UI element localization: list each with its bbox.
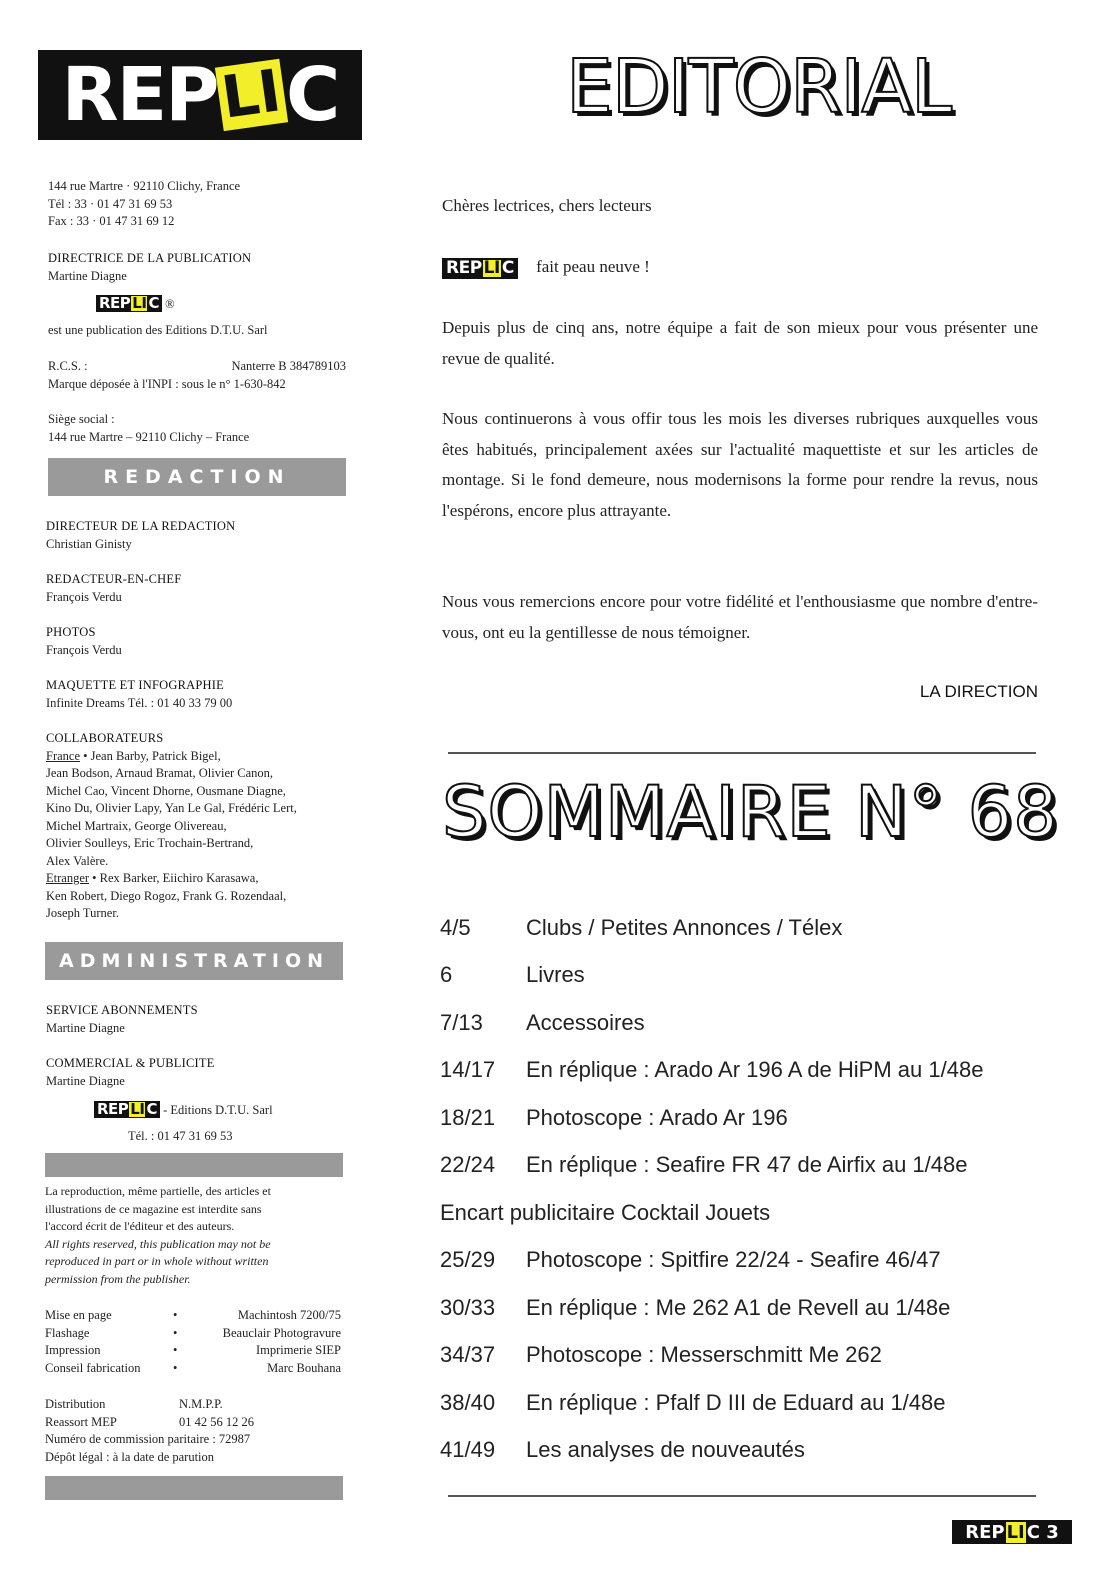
toc-item: 4/5 Clubs / Petites Annonces / Télex bbox=[440, 914, 843, 940]
redaction-header: REDACTION bbox=[48, 458, 346, 496]
replic-mini-logo: REP LI C bbox=[96, 295, 162, 312]
distribution-block: Distribution N.M.P.P. Reassort MEP 01 42 56 12 26 Numéro de commission paritaire : 72987 Dépôt légal : à la date de parution bbox=[45, 1397, 254, 1464]
toc-item: 41/49 Les analyses de nouveautés bbox=[440, 1437, 805, 1463]
section-rule bbox=[448, 752, 1036, 754]
toc-item: 6 Livres bbox=[440, 962, 585, 988]
toc-item: 30/33 En réplique : Me 262 A1 de Revell au 1/48e bbox=[440, 1294, 951, 1320]
toc-item: 22/24 En réplique : Seafire FR 47 de Airfix au 1/48e bbox=[440, 1152, 968, 1178]
siege-block: Siège social : 144 rue Martre – 92110 Clichy – France bbox=[48, 412, 250, 444]
production-block: Mise en page • Machintosh 7200/75 Flashage • Beauclair Photogravure Impression • Imprimerie SIEP Conseil fabrication • Marc Bouhana bbox=[45, 1308, 341, 1375]
editorial-signature: LA DIRECTION bbox=[919, 682, 1038, 701]
publisher-logo-line: REP LI C ® bbox=[96, 295, 175, 314]
toc-item: 7/13 Accessoires bbox=[440, 1009, 645, 1035]
editorial-news: REP LI C fait peau neuve ! bbox=[442, 252, 1038, 283]
administration-header: ADMINISTRATION bbox=[45, 942, 343, 980]
editorial-paragraph-3: Nous vous remercions encore pour votre fidélité et l'enthousiasme que nombre d'entre-vous, ont eu la gentillesse de nous témoigner. bbox=[442, 592, 1038, 642]
redaction-block: DIRECTEUR DE LA REDACTION Christian Ginisty REDACTEUR-EN-CHEF François Verdu PHOTOS François Verdu MAQUETTE ET INFOGRAPHIE Infinite Dreams Tél. : 01 40 33 79 00 COLLABORATEURS France • Jean Barby, Patrick Bigel, Jean Bodson, Arnaud Bramat, Olivier Canon, Michel Cao, Vincent Dhorne, Ousmane Diagne, Kino Du, Olivier Lapy, Yan Le Gal, Frédéric Lert, Michel Martraix, George Olivereau, Olivier Soulleys, Eric Trochain-Bertrand, Alex Valère. Etranger • Rex Barker, Eiichiro Karasawa, Ken Robert, Diego Rogoz, Frank G. Rozendaal, Joseph Turner. bbox=[46, 519, 297, 920]
editorial-paragraph-1: Depuis plus de cinq ans, notre équipe a fait de son mieux pour vous présenter une revue de qualité. bbox=[442, 318, 1038, 368]
editorial-greeting: Chères lectrices, chers lecteurs bbox=[442, 196, 652, 215]
editorial-paragraph-2: Nous continuerons à vous offir tous les mois les diverses rubriques auxquelles vous êtes habitués, principalement axées sur l'actualité maquettiste et sur les articles de montage. Si le fond demeure, nous modernisons la forme pour rendre la revus, nous l'espérons, encore plus attrayante. bbox=[442, 409, 1038, 520]
page-number: 3 bbox=[1046, 1521, 1059, 1543]
replic-mini-logo: REP LI C bbox=[94, 1101, 160, 1118]
toc-item: 34/37 Photoscope : Messerschmitt Me 262 bbox=[440, 1342, 882, 1368]
toc-item: 18/21 Photoscope : Arado Ar 196 bbox=[440, 1104, 788, 1130]
toc-item: 14/17 En réplique : Arado Ar 196 A de HiPM au 1/48e bbox=[440, 1057, 984, 1083]
sommaire-title: SOMMAIRE N° 68 bbox=[442, 771, 1059, 853]
administration-block: SERVICE ABONNEMENTS Martine Diagne COMMERCIAL & PUBLICITE Martine Diagne bbox=[46, 1003, 215, 1088]
rcs-block: R.C.S. : Nanterre B 384789103 Marque déposée à l'INPI : sous le n° 1-630-842 bbox=[48, 359, 346, 391]
company-tel: Tél. : 01 47 31 69 53 bbox=[128, 1129, 233, 1143]
publisher-note: est une publication des Editions D.T.U. Sarl bbox=[48, 323, 268, 337]
company-line: REP LI C - Editions D.T.U. Sarl bbox=[94, 1101, 273, 1120]
replic-mini-logo: REP LI C bbox=[442, 258, 518, 279]
directrice-block: DIRECTRICE DE LA PUBLICATION Martine Diagne bbox=[48, 251, 252, 283]
footer-page-logo: REP LI C 3 bbox=[952, 1520, 1072, 1544]
divider-bar bbox=[45, 1153, 343, 1177]
toc-item: 38/40 En réplique : Pfalf D III de Eduard au 1/48e bbox=[440, 1389, 946, 1415]
address-block: 144 rue Martre · 92110 Clichy, France Tél : 33 · 01 47 31 69 53 Fax : 33 · 01 47 31 69 12 bbox=[48, 179, 241, 228]
toc-item: 25/29 Photoscope : Spitfire 22/24 - Seafire 46/47 bbox=[440, 1247, 941, 1273]
editorial-title: EDITORIAL bbox=[566, 44, 952, 130]
replic-logo: REP LI C bbox=[38, 50, 362, 140]
legal-notice: La reproduction, même partielle, des articles et illustrations de ce magazine est interdite sans l'accord écrit de l'éditeur et des auteurs. All rights reserved, this publication may not be reproduced in part or in whole without written permission from the publisher. bbox=[45, 1184, 271, 1286]
bottom-rule bbox=[448, 1495, 1036, 1497]
bottom-divider-bar bbox=[45, 1476, 343, 1500]
sommaire-list bbox=[440, 904, 1040, 1474]
toc-item: Encart publicitaire Cocktail Jouets bbox=[440, 1199, 771, 1225]
